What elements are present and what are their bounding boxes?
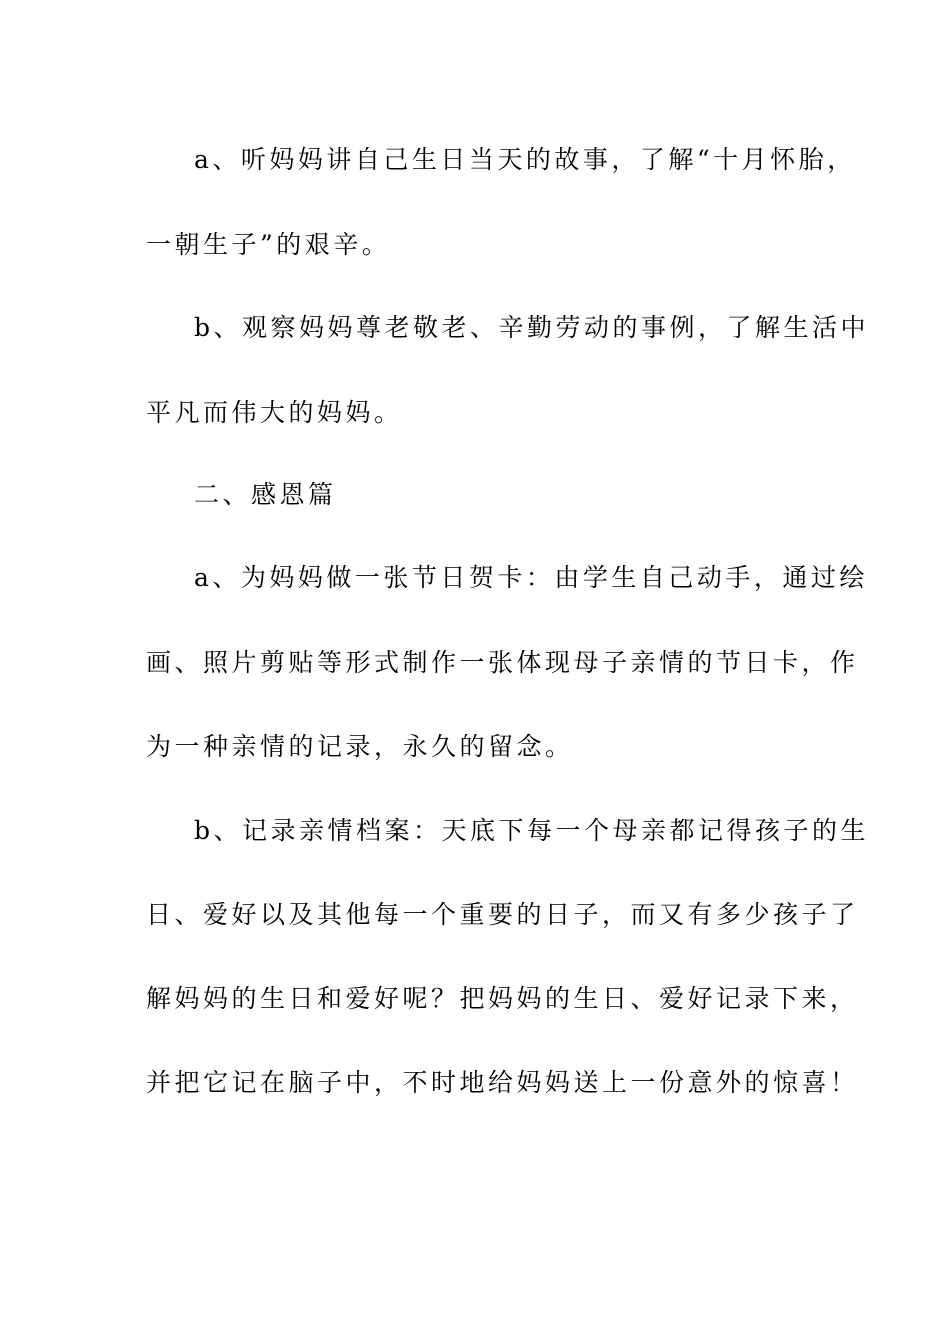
paragraph-b-line-1: b、观察妈妈尊老敬老、辛勤劳动的事例，了解生活中 [194, 313, 870, 342]
paragraph-c-line-2: 画、照片剪贴等形式制作一张体现母子亲情的节日卡，作 [146, 648, 859, 677]
paragraph-d-line-3: 解妈妈的生日和爱好呢？把妈妈的生日、爱好记录下来， [146, 984, 859, 1013]
paragraph-a-line-2: 一朝生子”的艰辛。 [146, 230, 391, 259]
paragraph-d-line-1: b、记录亲情档案：天底下每一个母亲都记得孩子的生 [194, 816, 870, 845]
paragraph-c-line-3: 为一种亲情的记录，永久的留念。 [146, 732, 574, 761]
paragraph-c-line-1: a、为妈妈做一张节日贺卡：由学生自己动手，通过绘 [194, 563, 868, 592]
paragraph-b-line-2: 平凡而伟大的妈妈。 [146, 398, 403, 427]
paragraph-a-line-1: a、听妈妈讲自己生日当天的故事，了解“十月怀胎， [194, 145, 856, 174]
paragraph-d-line-4: 并把它记在脑子中，不时地给妈妈送上一份意外的惊喜！ [146, 1068, 859, 1097]
paragraph-d-line-2: 日、爱好以及其他每一个重要的日子，而又有多少孩子了 [146, 900, 859, 929]
section-heading: 二、感恩篇 [194, 480, 337, 509]
